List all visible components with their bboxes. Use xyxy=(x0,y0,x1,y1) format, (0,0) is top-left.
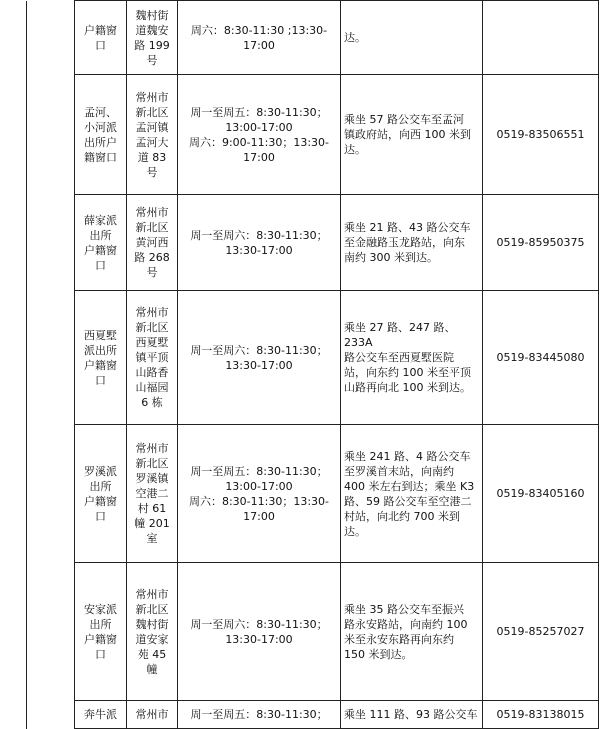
bus-route-cell xyxy=(341,425,483,563)
office-name-cell-line: 小河派 xyxy=(84,120,117,134)
phone-cell xyxy=(483,195,599,291)
table-row xyxy=(27,563,599,701)
address-cell xyxy=(127,425,178,563)
office-hours-cell-line: 周一至周六：8:30-11:30； xyxy=(190,228,328,242)
office-hours-cell-line: 13:30-17:00 xyxy=(225,358,293,372)
office-hours-cell xyxy=(178,425,341,563)
bus-route-cell-line: 达。 xyxy=(344,31,366,44)
office-name-cell-line: 口 xyxy=(95,373,106,387)
office-hours-cell xyxy=(178,195,341,291)
address-cell-line: 路 199 xyxy=(134,38,170,52)
phone-cell xyxy=(483,291,599,425)
table-row xyxy=(27,701,599,729)
bus-route-cell-line: 乘坐 21 路、43 路公交车 xyxy=(344,221,471,234)
office-hours-cell xyxy=(178,563,341,701)
address-cell-line: 号 xyxy=(146,266,158,279)
table-row xyxy=(27,291,599,425)
bus-route-cell-line: 米至永安东路再向东约 xyxy=(344,632,454,646)
office-name-cell-line: 户籍窗 xyxy=(84,358,117,372)
address-cell-line: 常州市 xyxy=(135,587,169,601)
address-cell-line: 常州市 xyxy=(135,708,169,721)
address-cell-line: 新北区 xyxy=(135,321,169,334)
office-name-cell xyxy=(75,425,127,563)
address-cell-line: 道魏安 xyxy=(135,23,169,37)
office-name-cell-line: 户籍窗 xyxy=(84,494,117,508)
office-hours-cell-line: 周一至周六：8:30-11:30； xyxy=(190,343,328,357)
office-name-cell-line: 户籍窗 xyxy=(84,243,117,257)
address-cell-line: 新北区 xyxy=(135,602,169,616)
office-name-cell-line: 口 xyxy=(95,38,106,52)
office-hours-cell xyxy=(178,1,341,75)
bus-route-cell-line: 乘坐 35 路公交车至振兴 xyxy=(344,602,464,616)
bus-route-cell-line: 乘坐 27 路、247 路、233A xyxy=(344,321,456,349)
address-cell-line: 路 268 xyxy=(134,251,170,264)
address-cell-line: 常州市 xyxy=(135,206,169,219)
address-cell xyxy=(127,701,178,729)
office-hours-cell-line: 周一至周五：8:30-11:30； xyxy=(190,708,328,721)
phone-cell xyxy=(483,1,599,75)
office-hours-cell-line: 周六：8:30-11:30；13:30-17:00 xyxy=(188,494,330,523)
office-name-cell-line: 西夏墅 xyxy=(84,328,117,342)
office-hours-cell xyxy=(178,701,341,729)
office-name-cell-line: 户籍窗 xyxy=(84,23,117,37)
bus-route-cell-line: 乘坐 57 路公交车至孟河 xyxy=(344,113,464,126)
address-cell-line: 6 栋 xyxy=(141,396,163,409)
office-name-cell xyxy=(75,75,127,195)
office-name-cell-line: 出所户 xyxy=(84,135,117,149)
phone-cell xyxy=(483,425,599,563)
phone-cell xyxy=(483,563,599,701)
office-hours-cell-line: 周一至周五：8:30-11:30； xyxy=(190,105,328,119)
office-name-cell-line: 奔牛派 xyxy=(84,708,117,721)
category-cell xyxy=(27,195,75,291)
address-cell-line: 黄河西 xyxy=(135,236,169,249)
category-cell xyxy=(27,291,75,425)
address-cell-line: 新北区 xyxy=(135,105,169,119)
bus-route-cell-line: 山路再向北 100 米到达。 xyxy=(344,381,471,394)
address-cell-line: 道安家 xyxy=(135,632,169,646)
address-cell-line: 幢 201 xyxy=(134,517,170,530)
address-cell-line: 罗溪镇 xyxy=(135,472,169,485)
address-cell-line: 山福园 xyxy=(135,381,169,394)
address-cell xyxy=(127,75,178,195)
office-name-cell-line: 口 xyxy=(95,258,106,272)
office-hours-cell-line: 周六：8:30-11:30 ;13:30-17:00 xyxy=(190,23,328,52)
address-cell xyxy=(127,291,178,425)
address-cell-line: 魏村街 xyxy=(135,617,169,631)
table-row xyxy=(27,75,599,195)
office-name-cell-line: 罗溪派 xyxy=(84,464,117,478)
office-name-cell xyxy=(75,701,127,729)
category-cell xyxy=(27,1,75,75)
address-cell-line: 常州市 xyxy=(135,442,169,455)
office-name-cell-line: 安家派 xyxy=(84,602,117,616)
bus-route-cell-line: 路永安路站，向南约 100 xyxy=(344,617,468,631)
address-cell-line: 号 xyxy=(146,53,158,67)
category-cell xyxy=(27,701,75,729)
address-cell-line: 号 xyxy=(146,165,158,179)
office-name-cell xyxy=(75,291,127,425)
bus-route-cell-line: 乘坐 111 路、93 路公交车 xyxy=(344,708,478,721)
address-cell-line: 苑 45 xyxy=(137,647,167,661)
phone-cell xyxy=(483,701,599,729)
office-hours-cell-line: 周六：9:00-11:30；13:30-17:00 xyxy=(188,135,330,164)
address-cell-line: 山路香 xyxy=(135,366,169,379)
office-name-cell-line: 户籍窗 xyxy=(84,632,117,646)
address-cell-line: 西夏墅 xyxy=(135,336,169,349)
office-name-cell-line: 薛家派 xyxy=(84,213,117,227)
bus-route-cell-line: 村站，向北约 700 米到达。 xyxy=(344,509,460,538)
office-name-cell xyxy=(75,563,127,701)
bus-route-cell xyxy=(341,701,483,729)
address-cell-line: 村 61 xyxy=(137,502,167,515)
address-cell-line: 幢 xyxy=(146,662,158,676)
bus-route-cell xyxy=(341,563,483,701)
office-hours-cell-line: 13:30-17:00 xyxy=(225,632,293,646)
bus-route-cell-line: 站，向东约 100 米至平顶 xyxy=(344,366,471,379)
phone-cell-text: 0519-85257027 xyxy=(496,625,585,638)
phone-cell-text: 0519-85950375 xyxy=(496,236,585,249)
address-cell xyxy=(127,195,178,291)
office-hours-cell-line: 13:00-17:00 xyxy=(225,120,293,134)
office-name-cell-line: 口 xyxy=(95,509,106,523)
address-cell-line: 道 83 xyxy=(137,150,167,164)
category-cell xyxy=(27,75,75,195)
bus-route-cell xyxy=(341,195,483,291)
phone-cell-text: 0519-83405160 xyxy=(496,487,585,500)
address-cell-line: 新北区 xyxy=(135,221,169,234)
address-cell xyxy=(127,563,178,701)
bus-route-cell-line: 南约 300 米到达。 xyxy=(344,251,438,264)
office-hours-cell xyxy=(178,291,341,425)
office-name-cell xyxy=(75,195,127,291)
office-hours-cell-line: 周一至周五：8:30-11:30； xyxy=(190,464,328,478)
address-cell-line: 常州市 xyxy=(135,90,169,104)
address-cell-line: 室 xyxy=(146,532,158,545)
bus-route-cell xyxy=(341,1,483,75)
office-hours-cell-line: 周一至周六：8:30-11:30； xyxy=(190,617,328,631)
bus-route-cell-line: 至金融路玉龙路站，向东 xyxy=(344,236,465,249)
office-hours-cell-line: 13:00-17:00 xyxy=(225,479,293,493)
office-name-cell-line: 出所 xyxy=(89,479,112,493)
address-cell-line: 常州市 xyxy=(135,306,169,319)
bus-route-cell xyxy=(341,75,483,195)
address-cell-line: 空港二 xyxy=(135,487,169,500)
table-row xyxy=(27,425,599,563)
category-cell xyxy=(27,563,75,701)
office-name-cell-line: 派出所 xyxy=(84,343,117,357)
phone-cell-text: 0519-83138015 xyxy=(496,708,585,721)
address-cell xyxy=(127,1,178,75)
bus-route-cell-line: 400 米左右到达；乘坐 K3 xyxy=(344,479,475,493)
office-hours-cell xyxy=(178,75,341,195)
bus-route-cell-line: 至罗溪首末站，向南约 xyxy=(344,464,454,478)
address-cell-line: 新北区 xyxy=(135,457,169,470)
bus-route-cell xyxy=(341,291,483,425)
office-hours-cell-line: 13:30-17:00 xyxy=(225,243,293,257)
address-cell-line: 魏村街 xyxy=(135,8,169,22)
bus-route-cell-line: 乘坐 241 路、4 路公交车 xyxy=(344,449,471,463)
bus-route-cell-line: 150 米到达。 xyxy=(344,647,413,661)
phone-cell-text: 0519-83445080 xyxy=(496,351,585,364)
table-row xyxy=(27,195,599,291)
office-name-cell-line: 出所 xyxy=(89,228,112,242)
office-name-cell-line: 出所 xyxy=(89,617,112,631)
phone-cell-text: 0519-83506551 xyxy=(496,128,585,141)
category-cell xyxy=(27,425,75,563)
bus-route-cell-line: 路、59 路公交车至空港二 xyxy=(344,494,472,508)
office-table xyxy=(26,0,599,729)
office-name-cell-line: 口 xyxy=(95,647,106,661)
bus-route-cell-line: 达。 xyxy=(344,143,366,156)
office-name-cell-line: 籍窗口 xyxy=(84,150,117,164)
office-name-cell-line: 孟河、 xyxy=(84,105,117,119)
office-name-cell xyxy=(75,1,127,75)
address-cell-line: 孟河大 xyxy=(135,135,169,149)
table-row xyxy=(27,1,599,75)
bus-route-cell-line: 镇政府站，向西 100 米到 xyxy=(344,128,471,141)
address-cell-line: 镇平顶 xyxy=(135,351,169,364)
address-cell-line: 孟河镇 xyxy=(135,120,169,134)
phone-cell xyxy=(483,75,599,195)
bus-route-cell-line: 路公交车至西夏墅医院 xyxy=(344,351,454,364)
